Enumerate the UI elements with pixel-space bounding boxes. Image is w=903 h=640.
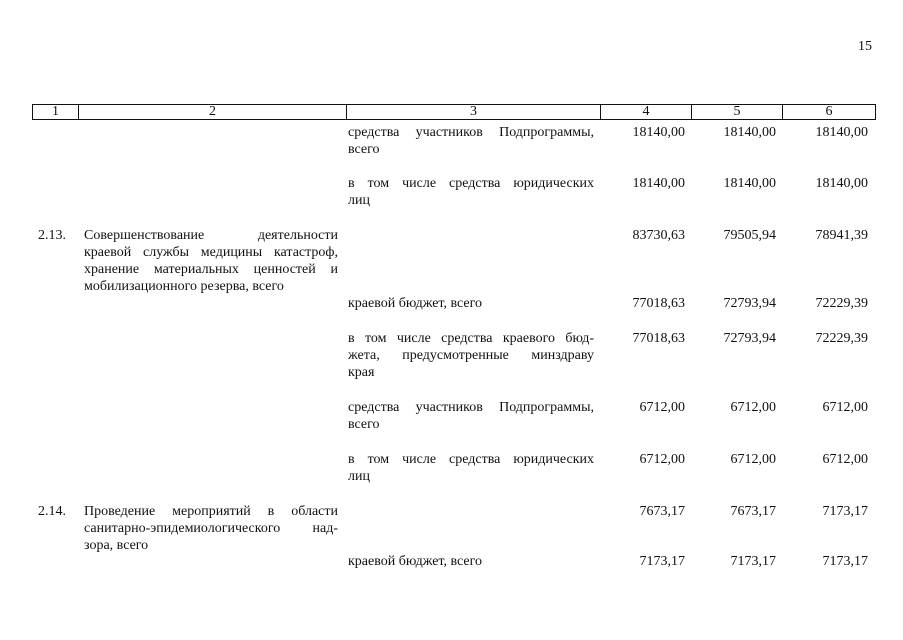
value-col-4: 18140,00 bbox=[632, 125, 685, 140]
row-number: 2.13. bbox=[38, 228, 66, 243]
value-col-6: 7173,17 bbox=[822, 504, 868, 519]
value-col-5: 6712,00 bbox=[730, 400, 776, 415]
measure-name-line: Совершенствование деятельности bbox=[84, 228, 338, 243]
value-col-5: 72793,94 bbox=[723, 331, 776, 346]
funding-source-line: краевой бюджет, всего bbox=[348, 296, 483, 311]
value-col-4: 6712,00 bbox=[639, 400, 685, 415]
measure-name-line: хранение материальных ценностей и bbox=[84, 262, 338, 277]
column-header-3: 3 bbox=[347, 105, 601, 120]
funding-source bbox=[348, 553, 594, 570]
measure-name-line: мобилизационного резерва, всего bbox=[84, 279, 284, 294]
value-col-6: 6712,00 bbox=[822, 452, 868, 467]
funding-source-line: в том числе средства краевого бюд- bbox=[348, 331, 594, 346]
value-col-6: 6712,00 bbox=[822, 400, 868, 415]
funding-source bbox=[348, 124, 594, 158]
value-col-6: 72229,39 bbox=[815, 331, 868, 346]
value-col-5: 7673,17 bbox=[730, 504, 776, 519]
funding-source bbox=[348, 330, 594, 381]
measure-name-line: санитарно-эпидемиологического над- bbox=[84, 521, 338, 536]
value-col-4: 83730,63 bbox=[632, 228, 685, 243]
value-col-5: 18140,00 bbox=[723, 125, 776, 140]
funding-source-line: в том числе средства юридических bbox=[348, 176, 594, 191]
value-col-6: 18140,00 bbox=[815, 125, 868, 140]
measure-name-line: зора, всего bbox=[84, 538, 149, 553]
column-header-1: 1 bbox=[33, 105, 79, 120]
funding-source-line: в том числе средства юридических bbox=[348, 452, 594, 467]
measure-name bbox=[84, 227, 338, 295]
funding-source-line: краевой бюджет, всего bbox=[348, 554, 483, 569]
funding-source-line: всего bbox=[348, 417, 380, 432]
column-header-4: 4 bbox=[601, 105, 692, 120]
measure-name bbox=[84, 503, 338, 554]
value-col-4: 7673,17 bbox=[639, 504, 685, 519]
value-col-5: 18140,00 bbox=[723, 176, 776, 191]
value-col-6: 78941,39 bbox=[815, 228, 868, 243]
funding-source-line: средства участников Подпрограммы, bbox=[348, 125, 594, 140]
value-col-6: 18140,00 bbox=[815, 176, 868, 191]
funding-source bbox=[348, 175, 594, 209]
funding-source-line: жета, предусмотренные минздраву bbox=[348, 348, 594, 363]
row-number: 2.14. bbox=[38, 504, 66, 519]
funding-source bbox=[348, 399, 594, 433]
value-col-5: 7173,17 bbox=[730, 554, 776, 569]
funding-source-line: лиц bbox=[348, 193, 370, 208]
funding-source bbox=[348, 451, 594, 485]
funding-source-line: всего bbox=[348, 142, 380, 157]
measure-name-line: краевой службы медицины катастроф, bbox=[84, 245, 338, 260]
funding-source bbox=[348, 295, 594, 312]
funding-source-line: средства участников Подпрограммы, bbox=[348, 400, 594, 415]
column-header-5: 5 bbox=[692, 105, 783, 120]
value-col-5: 79505,94 bbox=[723, 228, 776, 243]
funding-source-line: края bbox=[348, 365, 375, 380]
value-col-4: 77018,63 bbox=[632, 331, 685, 346]
page-number: 15 bbox=[858, 39, 872, 54]
value-col-4: 77018,63 bbox=[632, 296, 685, 311]
column-header-2: 2 bbox=[79, 105, 347, 120]
column-header-6: 6 bbox=[783, 105, 876, 120]
value-col-5: 72793,94 bbox=[723, 296, 776, 311]
value-col-4: 7173,17 bbox=[639, 554, 685, 569]
value-col-6: 7173,17 bbox=[822, 554, 868, 569]
funding-source-line: лиц bbox=[348, 469, 370, 484]
value-col-5: 6712,00 bbox=[730, 452, 776, 467]
value-col-4: 6712,00 bbox=[639, 452, 685, 467]
measure-name-line: Проведение мероприятий в области bbox=[84, 504, 338, 519]
value-col-6: 72229,39 bbox=[815, 296, 868, 311]
value-col-4: 18140,00 bbox=[632, 176, 685, 191]
